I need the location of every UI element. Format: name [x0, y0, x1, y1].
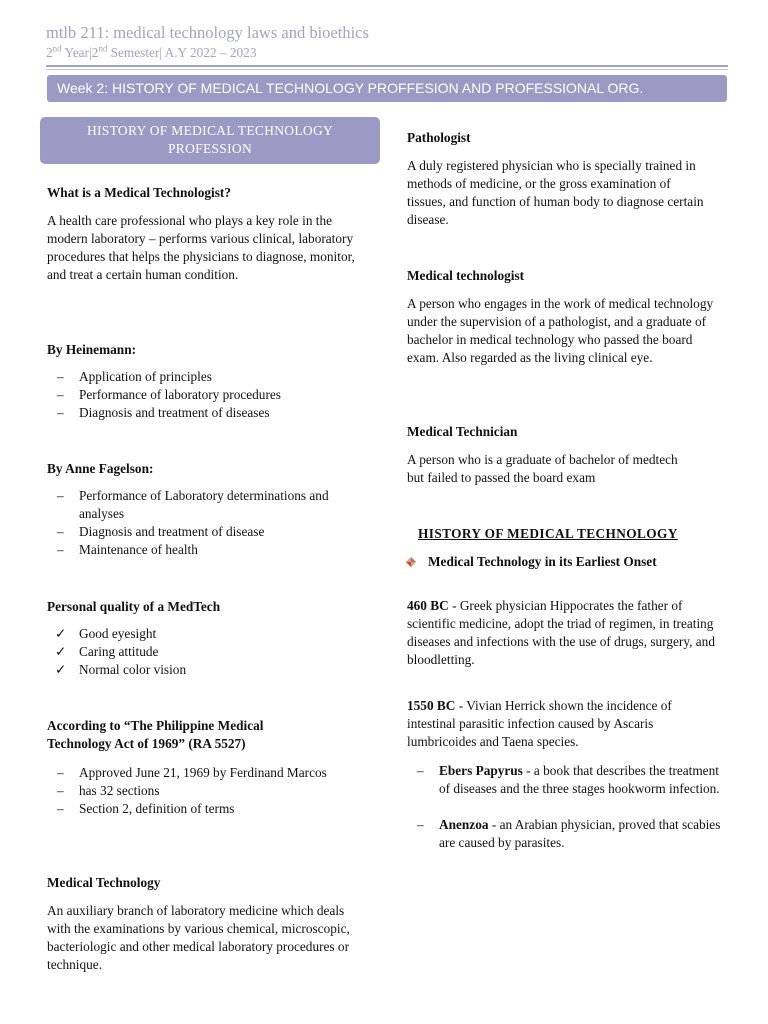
dash-bullet-icon: – — [57, 801, 64, 816]
paragraph-medical-technologist: A person who engages in the work of medical technology under the supervision of a pathologist, and a graduate of bachelor in medical technology who passed the board exam. Also regarded as the living clinical eye. — [407, 296, 714, 365]
list-item: – Section 2, definition of terms — [57, 801, 235, 816]
heading-earliest-onset: Medical Technology in its Earliest Onset — [406, 553, 726, 571]
document-subtitle: 2nd Year|2nd Semester| A.Y 2022 – 2023 — [46, 43, 257, 60]
list-item: – Anenzoa - an Arabian physician, proved that scabies are caused by parasites. — [417, 817, 721, 850]
list-personal-quality — [47, 625, 367, 679]
heading-pathologist: Pathologist — [407, 130, 471, 145]
heading-medical-technologist: Medical technologist — [407, 268, 525, 283]
dash-bullet-icon: – — [57, 387, 64, 402]
heading-personal-quality: Personal quality of a MedTech — [47, 599, 221, 614]
header-rule — [46, 65, 728, 67]
paragraph-medical-technician: A person who is a graduate of bachelor of medtech but failed to passed the board exam — [407, 452, 678, 485]
list-item: ✓ Normal color vision — [55, 662, 187, 677]
paragraph-1550bc: 1550 BC - Vivian Herrick shown the incidence of intestinal parasitic infection caused by Ascaris lumbricoides and Taena species. — [407, 698, 672, 749]
heading-medical-technician: Medical Technician — [407, 424, 518, 439]
paragraph-460bc: 460 BC - Greek physician Hippocrates the father of scientific medicine, adopt the triad of regimen, in treating diseases and infections with the use of drugs, surgery, and bloodletting. — [407, 598, 715, 667]
dash-bullet-icon: – — [57, 369, 64, 384]
heading-medical-technology: Medical Technology — [47, 875, 161, 890]
list-item: – Diagnosis and treatment of diseases — [57, 405, 270, 420]
list-ancient-sources — [407, 762, 725, 852]
list-item: – Approved June 21, 1969 by Ferdinand Marcos — [57, 765, 327, 780]
paragraph-pathologist: A duly registered physician who is specially trained in methods of medicine, or the gross examination of tissues, and function of human body to diagnose certain disease. — [407, 158, 704, 227]
list-item: – Performance of laboratory procedures — [57, 387, 281, 402]
list-heinemann — [47, 368, 367, 422]
week-banner: Week 2: HISTORY OF MEDICAL TECHNOLOGY PROFFESION AND PROFESSIONAL ORG. — [47, 75, 727, 102]
list-item: – has 32 sections — [57, 783, 160, 798]
section-banner — [40, 117, 380, 164]
section-banner-line: PROFESSION — [167, 141, 253, 156]
dash-bullet-icon: – — [57, 488, 64, 503]
dash-bullet-icon: – — [57, 783, 64, 798]
check-icon: ✓ — [55, 626, 67, 641]
list-item: – Maintenance of health — [57, 542, 198, 557]
document-title: mtlb 211: medical technology laws and bioethics — [46, 23, 369, 42]
heading-what-is-medtech: What is a Medical Technologist? — [47, 185, 231, 200]
diamond-bullet-icon — [406, 557, 416, 567]
check-icon: ✓ — [55, 662, 67, 677]
heading-ra5527: According to “The Philippine Medical Technology Act of 1969” (RA 5527) — [47, 718, 264, 751]
list-item: – Application of principles — [57, 369, 212, 384]
dash-bullet-icon: – — [417, 817, 424, 832]
dash-bullet-icon: – — [57, 765, 64, 780]
dash-bullet-icon: – — [57, 405, 64, 420]
heading-fagelson: By Anne Fagelson: — [47, 461, 154, 476]
list-item: ✓ Good eyesight — [55, 626, 157, 641]
dash-bullet-icon: – — [57, 524, 64, 539]
paragraph-medtech-definition: A health care professional who plays a key role in the modern laboratory – performs various clinical, laboratory procedures that helps the physicians to diagnose, monitor, and treat a certain human condition. — [47, 213, 355, 282]
dash-bullet-icon: – — [57, 542, 64, 557]
check-icon: ✓ — [55, 644, 67, 659]
heading-history: HISTORY OF MEDICAL TECHNOLOGY — [418, 526, 678, 541]
list-item: – Ebers Papyrus - a book that describes the treatment of diseases and the three stages hookworm infection. — [417, 763, 720, 796]
list-ra5527 — [47, 764, 347, 818]
section-banner-line: HISTORY OF MEDICAL TECHNOLOGY — [86, 123, 334, 138]
list-item: ✓ Caring attitude — [55, 644, 159, 659]
paragraph-medical-technology: An auxiliary branch of laboratory medicine which deals with the examinations by various chemical, microscopic, bacteriologic and other medical laboratory procedures or technique. — [47, 903, 350, 972]
list-item: – Diagnosis and treatment of disease — [57, 524, 265, 539]
header-rule-thin — [46, 69, 728, 70]
list-item: – Performance of Laboratory determinations and analyses — [57, 488, 329, 521]
list-fagelson — [47, 487, 347, 559]
heading-heinemann: By Heinemann: — [47, 342, 137, 357]
dash-bullet-icon: – — [417, 763, 424, 778]
